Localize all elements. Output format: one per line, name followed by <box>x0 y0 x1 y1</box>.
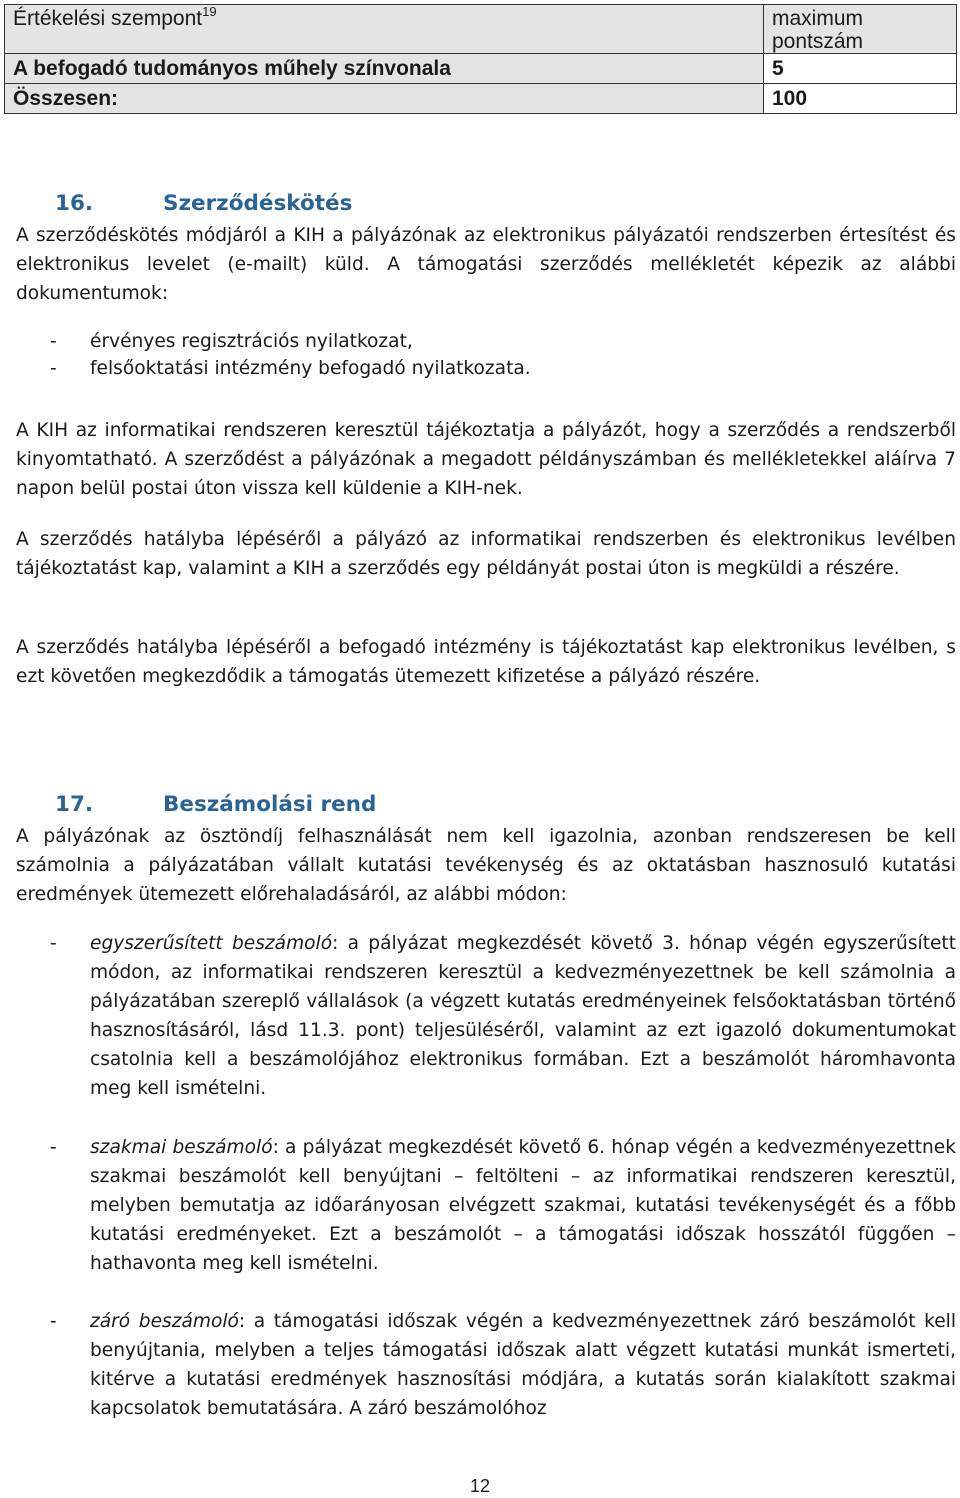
list-item-body: : a pályázat megkezdését követő 3. hónap végén egyszerűsített módon, az informatikai rendszeren keresztül a kedvezményezettnek be kell számolnia a pályázatában szereplő vállalások (a végzett kutatás eredményeinek felsőoktatásban történő hasznosításáról, lásd 11.3. pont) teljesüléséről, valamint az ezt igazoló dokumentumokat csatolnia kell a beszámolójához elektronikus formában. Ezt a beszámolót háromhavonta meg kell ismételni. <box>90 933 957 1099</box>
list-dash: - <box>50 358 57 379</box>
list-item-body: : a pályázat megkezdését követő 6. hónap végén a kedvezményezettnek szakmai beszámolót kell benyújtani – feltölteni – az informatikai rendszeren keresztül, melyben bemutatja az időarányosan elvégzett szakmai, kutatási tevékenységét és a főbb kutatási eredményeket. Ezt a beszámolót – a támogatási időszak hosszától függően – hathavonta meg kell ismételni. <box>90 1137 956 1274</box>
list-dash: - <box>50 933 57 954</box>
row-label: A befogadó tudományos műhely színvonala <box>5 54 764 84</box>
header-criterion-cell <box>5 5 764 54</box>
header-criterion: Értékelési szempont <box>13 7 203 30</box>
paragraph: A KIH az informatikai rendszeren keresztül tájékoztatja a pályázót, hogy a szerződés a rendszerből kinyomtatható. A szerződést a pályázónak a megadott példányszámban és mellékletekkel aláírva 7 napon belül postai úton vissza kell küldenie a KIH-nek. <box>16 420 956 499</box>
list-item-text <box>90 929 956 1103</box>
paragraph: A pályázónak az ösztöndíj felhasználását nem kell igazolnia, azonban rendszeresen be kell számolnia a pályázatában vállalt kutatási tevékenység és az oktatásban hasznosuló kutatási eredmények ütemezett előrehaladásáról, az alábbi módon: <box>16 826 956 905</box>
list-item-text <box>90 1133 956 1278</box>
section-title: Beszámolási rend <box>163 792 377 817</box>
list-item-term: záró beszámoló <box>90 1311 239 1332</box>
row-label: Összesen: <box>5 84 764 114</box>
row-points: 100 <box>764 84 957 114</box>
section-number: 17. <box>55 792 94 817</box>
row-points: 5 <box>764 54 957 84</box>
list-item-text <box>90 1307 956 1423</box>
list-item-term: egyszerűsített beszámoló <box>90 933 333 954</box>
table-row <box>5 54 957 84</box>
table-header-row <box>5 5 957 54</box>
list-dash: - <box>50 331 57 352</box>
score-table <box>4 4 957 114</box>
section-16-heading <box>55 191 352 216</box>
section-17-heading <box>55 792 376 817</box>
list-dash: - <box>50 1311 57 1332</box>
list-item <box>16 1307 956 1423</box>
header-max-points: maximum pontszám <box>764 5 957 54</box>
paragraph: A szerződéskötés módjáról a KIH a pályázónak az elektronikus pályázatói rendszerben értesítést és elektronikus levelet (e-mailt) küld. A támogatási szerződés mellékletét képezik az alábbi dokumentumok: <box>16 225 956 304</box>
list-item <box>16 929 956 1103</box>
list-item <box>16 1133 956 1278</box>
list-item-text: érvényes regisztrációs nyilatkozat, <box>90 331 413 352</box>
section-title: Szerződéskötés <box>163 191 353 216</box>
list-dash: - <box>50 1137 57 1158</box>
footnote-ref: 19 <box>202 4 217 19</box>
section-number: 16. <box>55 191 94 216</box>
table-row <box>5 84 957 114</box>
list-item-body: : a támogatási időszak végén a kedvezményezettnek záró beszámolót kell benyújtania, melyben a teljes támogatási időszak alatt végzett kutatási munkát ismerteti, kitérve a kutatási eredmények hasznosítási módjára, a kutatás során kialakított szakmai kapcsolatok bemutatására. A záró beszámolóhoz <box>90 1311 956 1419</box>
paragraph: A szerződés hatályba lépéséről a pályázó az informatikai rendszerben és elektronikus levélben tájékoztatást kap, valamint a KIH a szerződés egy példányát postai úton is megküldi a részére. <box>16 529 956 579</box>
page-number: 12 <box>469 1476 491 1496</box>
paragraph: A szerződés hatályba lépéséről a befogadó intézmény is tájékoztatást kap elektronikus levélben, s ezt követően megkezdődik a támogatás ütemezett kifizetése a pályázó részére. <box>16 637 956 687</box>
list-item-term: szakmai beszámoló <box>90 1137 273 1158</box>
list-item-text: felsőoktatási intézmény befogadó nyilatkozata. <box>90 358 531 379</box>
